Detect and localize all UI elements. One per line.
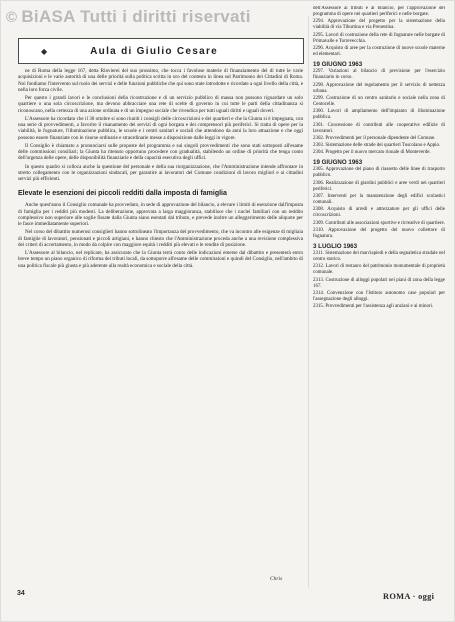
- deliberation-entry: 2304. Progetto per il nuovo mercato rionale di Monteverde.: [313, 150, 431, 156]
- paragraph: ne di Roma della legge 167, detta Rinvierei del suo prossimo, che tocca i favolose materie di finanziamento del di tutte le varie acquisizioni e le varie autorità di una delle priorità sulla politica scritta in oro del contesto in linea sul Patrimonio dei Cittadini di Roma. Noi fondiamo l'intervento sul ruolo dei servizi e delle funzioni pubbliche che qui sono state introdotte e ricordate a ogni livello della città, e nella loro forza civile.: [18, 68, 303, 93]
- diamond-icon: ◆: [41, 46, 48, 56]
- deliberation-entry: 2315. Provvedimenti per l'assistenza agli anziani e ai minori.: [313, 304, 434, 310]
- paragraph: Per questo i grandi lavori e le conclusioni della ricostruzione e di un servizio pubblico di massa non possono riguardare un solo quartiere o una sola circoscrizione, ma devono abbracciare una rete di scelte di governo in cui tutte le parti della cittadinanza si riconoscano, nella certezza di una azione ordinata e di un impegno sociale che rivendica per tutti uguali diritti e uguali doveri.: [18, 95, 303, 114]
- deliberation-entry: 2299. Costruzione di un centro sanitario e sociale nella zona di Centocelle.: [313, 95, 445, 108]
- deliberation-entry: 2303. Sistemazione delle strade dei quartieri Tuscolano e Appio.: [313, 142, 441, 148]
- deliberation-entry: 2313. Costruzione di alloggi popolari nei piani di zona della legge 167.: [313, 277, 445, 289]
- deliberation-entry: 2298. Approvazione del regolamento per il servizio di nettezza urbana.: [313, 82, 445, 94]
- page-number: 34: [17, 590, 25, 597]
- watermark-text: BiASA Tutti i diritti riservati: [21, 7, 251, 26]
- deliberation-entry: 2296. Acquisto di aree per la costruzione di nuove scuole materne ed elementari.: [313, 45, 445, 58]
- article-signature: Chris: [270, 576, 283, 582]
- intro-text: dell'Assessore ai tributi e al bilancio, per l'approvazione del programma di opere nei quartieri periferici e nelle borgate.: [313, 6, 445, 18]
- paragraph: Anche quest'anno il Consiglio comunale ha provveduto, in sede di approvazione del bilancio, a elevare i limiti di esenzione dall'imposta di famiglia per i redditi più modesti. La deliberazione, approvata a larga maggioranza, stabilisce che i nuclei familiari con un reddito complessivo non superiore alle soglie fissate dalla Giunta siano esentati dal tributo, e prevede inoltre un alleggerimento delle aliquote per le fasce immediatamente superiori.: [18, 202, 303, 227]
- deliberation-entry: 2305. Approvazione del piano di riassetto delle linee di trasporto pubblico.: [313, 167, 445, 179]
- date-heading: 19 GIUGNO 1963: [313, 159, 363, 167]
- paragraph: Nel corso del dibattito numerosi consiglieri hanno sottolineato l'importanza del provvedimento, che va incontro alle esigenze di migliaia di famiglie di lavoratori, pensionati e piccoli artigiani, e hanno chiesto che l'Amministrazione proceda anche a una revisione complessiva dei criteri di accertamento, in modo da colpire con maggiore equità i redditi più elevati e le rendite di posizione.: [18, 229, 303, 248]
- deliberation-entry: 2311. Sistemazione dei marciapiedi e della segnaletica stradale nel centro storico.: [313, 251, 445, 263]
- deliberation-entry: 2295. Lavori di costruzione della rete di fognature nelle borgate di Primavalle e Torrevecchia.: [313, 32, 445, 44]
- deliberation-entry: 2308. Acquisto di arredi e attrezzature per gli uffici delle circoscrizioni.: [313, 207, 445, 219]
- deliberation-entry: 2302. Provvedimenti per il personale dipendente del Comune.: [313, 135, 436, 141]
- copyright-icon: ©: [6, 8, 18, 26]
- section-title: Elevate le esenzioni dei piccoli redditi dalla imposta di famiglia: [18, 190, 227, 198]
- paragraph: Il Consiglio è chiamato a pronunciarsi sulle proposte del programma e sui singoli provvedimenti che sono stati sottoposti all'esame delle commissioni consiliari; la Giunta ha ritenuto opportuno procedere con gradualità, stabilendo un ordine di priorità che tenga conto dell'urgenza delle opere, delle disponibilità finanziarie e della capacità esecutiva degli uffici.: [18, 142, 303, 162]
- deliberation-entry: 2312. Lavori di restauro del patrimonio monumentale di proprietà comunale.: [313, 264, 445, 276]
- deliberation-entry: 2297. Variazioni al bilancio di previsione per l'esercizio finanziario in corso.: [313, 69, 445, 81]
- paragraph: L'Assessore ha ricordato che il 30 ottobre si sono riuniti i consigli delle circoscrizioni e dei quartieri e che la Giunta si è impegnata, con una serie di provvedimenti, a favorire il risanamento dei servizi di ogni borgata e dei comprensori più periferici. Si tratta di opere per la viabilità, le fognature, l'illuminazione pubblica, le scuole e i centri sanitari e sociali che attendono da anni la loro attuazione e che oggi possono essere finanziate con le risorse ordinarie e straordinarie messe a disposizione dalle leggi in vigore.: [18, 115, 303, 141]
- date-heading: 3 LUGLIO 1963: [313, 243, 358, 250]
- article-header-box: [18, 38, 304, 64]
- watermark: [6, 6, 311, 28]
- deliberation-entry: 2306. Realizzazione di giardini pubblici e aree verdi nei quartieri periferici.: [313, 180, 445, 192]
- deliberation-entry: 2300. Lavori di ampliamento dell'impianto di illuminazione pubblica.: [313, 109, 445, 121]
- deliberation-entry: 2307. Interventi per la manutenzione degli edifici scolastici comunali.: [313, 193, 445, 206]
- deliberation-entry: 2310. Approvazione del progetto del nuovo collettore di fognatura.: [313, 227, 445, 239]
- publication-logo: ROMA · oggi: [383, 592, 435, 601]
- paragraph: In questo quadro si colloca anche la questione del personale e della sua riorganizzazione, che l'Amministrazione intende affrontare in stretto collegamento con le organizzazioni sindacali, per garantire ai lavoratori del Comune condizioni di lavoro migliori e ai cittadini servizi più efficienti.: [18, 163, 303, 182]
- article-header-title: Aula di Giulio Cesare: [90, 45, 219, 57]
- right-deliberations-column: [313, 6, 445, 588]
- deliberation-entry: 2301. Concessione di contributi alle cooperative edilizie di lavoratori.: [313, 122, 445, 134]
- column-divider: [308, 16, 309, 588]
- deliberation-entry: 2294. Approvazione del progetto per la sistemazione della viabilità di via Tiburtina e via Prenestina.: [313, 19, 445, 31]
- date-heading: 19 GIUGNO 1963: [313, 61, 363, 69]
- paragraph: L'Assessore al bilancio, nel replicare, ha assicurato che la Giunta terrà conto delle indicazioni emerse dal dibattito e presenterà entro breve tempo un piano organico di riforma dei tributi locali, da sottoporre all'esame delle commissioni e quindi del Consiglio, nell'ambito di una politica fiscale più giusta e più aderente alla realtà economica e sociale della città.: [18, 250, 303, 269]
- deliberation-entry: 2309. Contributi alle associazioni sportive e ricreative di quartiere.: [313, 220, 445, 226]
- deliberation-entry: 2314. Convenzione con l'Istituto autonomo case popolari per l'assegnazione degli alloggi.: [313, 290, 445, 303]
- left-article-column: [18, 68, 303, 588]
